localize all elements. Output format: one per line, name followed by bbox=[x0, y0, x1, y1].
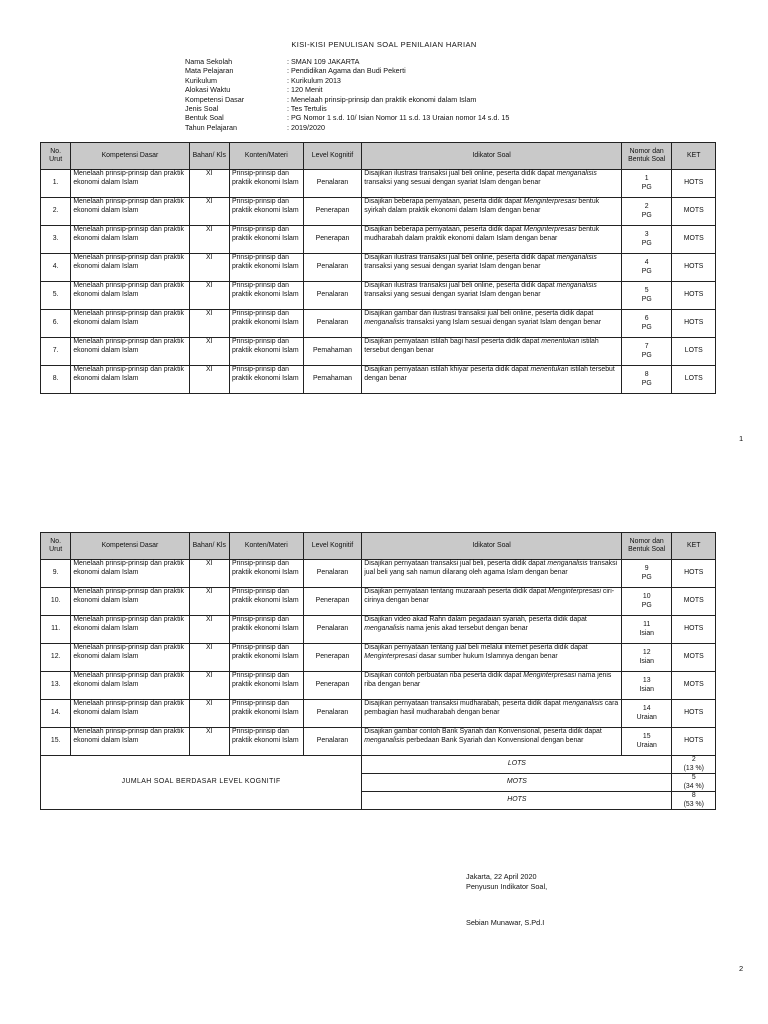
cell-class: XI bbox=[189, 198, 229, 226]
cell-no: 12. bbox=[41, 644, 71, 672]
summary-count: 2 (13 %) bbox=[672, 756, 716, 774]
cell-number: 5 PG bbox=[621, 282, 672, 310]
cell-level: Penerapan bbox=[303, 198, 362, 226]
cell-content: Prinsip-prinsip dan praktik ekonomi Islam bbox=[229, 338, 303, 366]
cell-no: 9. bbox=[41, 560, 71, 588]
grid-table-page-2 bbox=[40, 532, 716, 810]
signature-block bbox=[466, 872, 547, 928]
cell-no: 6. bbox=[41, 310, 71, 338]
table-row bbox=[41, 226, 716, 254]
col-header-indicator: Idikator Soal bbox=[362, 533, 622, 560]
cell-level: Penalaran bbox=[303, 700, 362, 728]
table-row bbox=[41, 616, 716, 644]
cell-indicator: Disajikan beberapa pernyataan, peserta didik dapat Menginterpresasi bentuk mudharabah dalam praktik ekonomi dalam Islam dengan benar bbox=[362, 226, 622, 254]
cell-number: 8 PG bbox=[621, 366, 672, 394]
cell-indicator: Disajikan pernyataan transaksi mudharabah, peserta didik dapat menganalisis cara pembagian hasil mudharabah dengan benar bbox=[362, 700, 622, 728]
col-header-competency: Kompetensi Dasar bbox=[71, 143, 189, 170]
info-row-competency: Kompetensi Dasar : Menelaah prinsip-prinsip dan praktik ekonomi dalam Islam bbox=[185, 94, 477, 104]
col-header-competency: Kompetensi Dasar bbox=[71, 533, 189, 560]
cell-indicator: Disajikan gambar dan ilustrasi transaksi jual beli online, peserta didik dapat menganalisis transaksi yang Islam sesuai dengan syariat Islam dengan benar bbox=[362, 310, 622, 338]
cell-content: Prinsip-prinsip dan praktik ekonomi Islam bbox=[229, 254, 303, 282]
table-row bbox=[41, 198, 716, 226]
col-header-level: Level Kognitif bbox=[303, 143, 362, 170]
cell-ket: HOTS bbox=[672, 254, 716, 282]
page-number: 2 bbox=[739, 964, 744, 973]
cell-content: Prinsip-prinsip dan praktik ekonomi Islam bbox=[229, 226, 303, 254]
signature-role: Penyusun Indikator Soal, bbox=[466, 882, 548, 891]
page-number: 1 bbox=[739, 434, 744, 443]
signature-place-date: Jakarta, 22 April 2020 bbox=[466, 872, 537, 881]
info-row-time: Alokasi Waktu : 120 Menit bbox=[185, 85, 323, 95]
table-row bbox=[41, 254, 716, 282]
table-row bbox=[41, 338, 716, 366]
cell-indicator: Disajikan video akad Rahn dalam pegadaian syariah, peserta didik dapat menganalisis nama jenis akad tersebut dengan benar bbox=[362, 616, 622, 644]
cell-number: 10 PG bbox=[621, 588, 672, 616]
cell-content: Prinsip-prinsip dan praktik ekonomi Islam bbox=[229, 560, 303, 588]
cell-number: 3 PG bbox=[621, 226, 672, 254]
info-row-school: Nama Sekolah : SMAN 109 JAKARTA bbox=[185, 57, 360, 66]
cell-class: XI bbox=[189, 644, 229, 672]
cell-class: XI bbox=[189, 672, 229, 700]
table-row bbox=[41, 170, 716, 198]
cell-indicator: Disajikan pernyataan istilah bagi hasil peserta didik dapat menentukan istilah tersebut dengan benar bbox=[362, 338, 622, 366]
info-row-subject: Mata Pelajaran : Pendidikan Agama dan Budi Pekerti bbox=[185, 66, 406, 76]
cell-number: 15 Uraian bbox=[621, 728, 672, 756]
cell-competency: Menelaah prinsip-prinsip dan praktik ekonomi dalam Islam bbox=[71, 310, 189, 338]
summary-level: MOTS bbox=[362, 774, 672, 792]
cell-competency: Menelaah prinsip-prinsip dan praktik ekonomi dalam Islam bbox=[71, 560, 189, 588]
cell-content: Prinsip-prinsip dan praktik ekonomi Islam bbox=[229, 644, 303, 672]
cell-no: 13. bbox=[41, 672, 71, 700]
cell-number: 13 Isian bbox=[621, 672, 672, 700]
cell-level: Penalaran bbox=[303, 560, 362, 588]
cell-indicator: Disajikan pernyataan tentang jual beli melalui internet peserta didik dapat Menginterpresasi dasar sumber hukum Islamnya dengan benar bbox=[362, 644, 622, 672]
cell-competency: Menelaah prinsip-prinsip dan praktik ekonomi dalam Islam bbox=[71, 700, 189, 728]
col-header-number: Nomor dan Bentuk Soal bbox=[621, 143, 672, 170]
cell-class: XI bbox=[189, 728, 229, 756]
cell-content: Prinsip-prinsip dan praktik ekonomi Islam bbox=[229, 588, 303, 616]
info-row-curriculum: Kurikulum : Kurikulum 2013 bbox=[185, 75, 341, 85]
cell-level: Penerapan bbox=[303, 672, 362, 700]
cell-no: 14. bbox=[41, 700, 71, 728]
cell-class: XI bbox=[189, 254, 229, 282]
cell-ket: HOTS bbox=[672, 560, 716, 588]
col-header-level: Level Kognitif bbox=[303, 533, 362, 560]
cell-competency: Menelaah prinsip-prinsip dan praktik ekonomi dalam Islam bbox=[71, 672, 189, 700]
summary-row-lots bbox=[41, 756, 716, 774]
cell-no: 15. bbox=[41, 728, 71, 756]
cell-competency: Menelaah prinsip-prinsip dan praktik ekonomi dalam Islam bbox=[71, 170, 189, 198]
cell-no: 4. bbox=[41, 254, 71, 282]
cell-class: XI bbox=[189, 588, 229, 616]
info-row-year: Tahun Pelajaran : 2019/2020 bbox=[185, 122, 325, 132]
col-header-content: Konten/Materi bbox=[229, 533, 303, 560]
cell-indicator: Disajikan pernyataan tentang muzaraah peserta didik dapat Menginterpresasi ciri-cirinya dengan benar bbox=[362, 588, 622, 616]
document-title: KISI-KISI PENULISAN SOAL PENILAIAN HARIAN bbox=[291, 40, 477, 49]
cell-content: Prinsip-prinsip dan praktik ekonomi Islam bbox=[229, 310, 303, 338]
cell-competency: Menelaah prinsip-prinsip dan praktik ekonomi dalam Islam bbox=[71, 198, 189, 226]
info-row-test-type: Jenis Soal : Tes Tertulis bbox=[185, 104, 327, 114]
cell-level: Penalaran bbox=[303, 170, 362, 198]
cell-competency: Menelaah prinsip-prinsip dan praktik ekonomi dalam Islam bbox=[71, 254, 189, 282]
cell-no: 5. bbox=[41, 282, 71, 310]
cell-indicator: Disajikan pernyataan istilah khiyar peserta didik dapat menentukan istilah tersebut dengan benar bbox=[362, 366, 622, 394]
table-row bbox=[41, 672, 716, 700]
cell-competency: Menelaah prinsip-prinsip dan praktik ekonomi dalam Islam bbox=[71, 226, 189, 254]
cell-level: Penalaran bbox=[303, 728, 362, 756]
col-header-ket: KET bbox=[672, 533, 716, 560]
signature-name: Sebian Munawar, S.Pd.I bbox=[466, 918, 545, 927]
cell-competency: Menelaah prinsip-prinsip dan praktik ekonomi dalam Islam bbox=[71, 338, 189, 366]
table-row bbox=[41, 310, 716, 338]
col-header-indicator: Idikator Soal bbox=[362, 143, 622, 170]
table-header-row bbox=[41, 533, 716, 560]
cell-no: 1. bbox=[41, 170, 71, 198]
cell-number: 7 PG bbox=[621, 338, 672, 366]
cell-competency: Menelaah prinsip-prinsip dan praktik ekonomi dalam Islam bbox=[71, 366, 189, 394]
summary-count: 5 (34 %) bbox=[672, 774, 716, 792]
cell-ket: MOTS bbox=[672, 644, 716, 672]
cell-content: Prinsip-prinsip dan praktik ekonomi Islam bbox=[229, 700, 303, 728]
cell-ket: LOTS bbox=[672, 338, 716, 366]
table-row bbox=[41, 366, 716, 394]
cell-no: 7. bbox=[41, 338, 71, 366]
col-header-no: No. Urut bbox=[41, 143, 71, 170]
col-header-no: No. Urut bbox=[41, 533, 71, 560]
summary-count: 8 (53 %) bbox=[672, 792, 716, 810]
cell-level: Pemahaman bbox=[303, 338, 362, 366]
cell-content: Prinsip-prinsip dan praktik ekonomi Islam bbox=[229, 282, 303, 310]
col-header-class: Bahan/ Kls bbox=[189, 143, 229, 170]
cell-class: XI bbox=[189, 170, 229, 198]
cell-class: XI bbox=[189, 338, 229, 366]
col-header-content: Konten/Materi bbox=[229, 143, 303, 170]
cell-ket: MOTS bbox=[672, 672, 716, 700]
cell-number: 11 Isian bbox=[621, 616, 672, 644]
table-header-row bbox=[41, 143, 716, 170]
cell-competency: Menelaah prinsip-prinsip dan praktik ekonomi dalam Islam bbox=[71, 282, 189, 310]
cell-level: Penerapan bbox=[303, 226, 362, 254]
col-header-ket: KET bbox=[672, 143, 716, 170]
cell-ket: HOTS bbox=[672, 310, 716, 338]
cell-content: Prinsip-prinsip dan praktik ekonomi Islam bbox=[229, 366, 303, 394]
summary-level: LOTS bbox=[362, 756, 672, 774]
cell-ket: HOTS bbox=[672, 170, 716, 198]
cell-ket: HOTS bbox=[672, 700, 716, 728]
cell-competency: Menelaah prinsip-prinsip dan praktik ekonomi dalam Islam bbox=[71, 616, 189, 644]
cell-ket: HOTS bbox=[672, 728, 716, 756]
cell-class: XI bbox=[189, 310, 229, 338]
cell-number: 2 PG bbox=[621, 198, 672, 226]
cell-indicator: Disajikan gambar contoh Bank Syariah dan Konvensional, peserta didik dapat menganalisis perbedaan Bank Syariah dan Konvensional dengan benar bbox=[362, 728, 622, 756]
cell-level: Penalaran bbox=[303, 254, 362, 282]
cell-no: 8. bbox=[41, 366, 71, 394]
cell-ket: MOTS bbox=[672, 226, 716, 254]
table-row bbox=[41, 560, 716, 588]
cell-ket: LOTS bbox=[672, 366, 716, 394]
cell-class: XI bbox=[189, 366, 229, 394]
cell-number: 9 PG bbox=[621, 560, 672, 588]
col-header-number: Nomor dan Bentuk Soal bbox=[621, 533, 672, 560]
table-row bbox=[41, 700, 716, 728]
cell-level: Penerapan bbox=[303, 588, 362, 616]
cell-indicator: Disajikan pernyataan transaksi jual beli, peserta didik dapat menganalisis transaksi jual beli yang sah namun dilarang oleh agama Islam dengan benar bbox=[362, 560, 622, 588]
cell-no: 11. bbox=[41, 616, 71, 644]
cell-class: XI bbox=[189, 560, 229, 588]
cell-content: Prinsip-prinsip dan praktik ekonomi Islam bbox=[229, 728, 303, 756]
cell-indicator: Disajikan beberapa pernyataan, peserta didik dapat Menginterpresasi bentuk syirkah dalam praktik ekonomi dalam Islam dengan benar bbox=[362, 198, 622, 226]
cell-ket: HOTS bbox=[672, 616, 716, 644]
cell-indicator: Disajikan ilustrasi transaksi jual beli online, peserta didik dapat menganalisis transaksi yang sesuai dengan syariat Islam dengan benar bbox=[362, 254, 622, 282]
cell-no: 2. bbox=[41, 198, 71, 226]
cell-competency: Menelaah prinsip-prinsip dan praktik ekonomi dalam Islam bbox=[71, 644, 189, 672]
cell-indicator: Disajikan ilustrasi transaksi jual beli online, peserta didik dapat menganalisis transaksi yang sesuai dengan syariat Islam dengan benar bbox=[362, 282, 622, 310]
cell-number: 12 Isian bbox=[621, 644, 672, 672]
cell-class: XI bbox=[189, 226, 229, 254]
table-row bbox=[41, 728, 716, 756]
cell-content: Prinsip-prinsip dan praktik ekonomi Islam bbox=[229, 672, 303, 700]
cell-level: Penalaran bbox=[303, 282, 362, 310]
cell-no: 3. bbox=[41, 226, 71, 254]
table-row bbox=[41, 282, 716, 310]
cell-content: Prinsip-prinsip dan praktik ekonomi Islam bbox=[229, 198, 303, 226]
cell-competency: Menelaah prinsip-prinsip dan praktik ekonomi dalam Islam bbox=[71, 728, 189, 756]
school-info bbox=[185, 57, 509, 132]
cell-number: 4 PG bbox=[621, 254, 672, 282]
cell-no: 10. bbox=[41, 588, 71, 616]
grid-table-page-1 bbox=[40, 142, 716, 394]
cell-class: XI bbox=[189, 282, 229, 310]
cell-ket: MOTS bbox=[672, 588, 716, 616]
cell-level: Pemahaman bbox=[303, 366, 362, 394]
cell-class: XI bbox=[189, 700, 229, 728]
cell-indicator: Disajikan ilustrasi transaksi jual beli online, peserta didik dapat menganalisis transaksi yang sesuai dengan syariat Islam dengan benar bbox=[362, 170, 622, 198]
cell-level: Penerapan bbox=[303, 644, 362, 672]
cell-competency: Menelaah prinsip-prinsip dan praktik ekonomi dalam Islam bbox=[71, 588, 189, 616]
cell-ket: HOTS bbox=[672, 282, 716, 310]
cell-ket: MOTS bbox=[672, 198, 716, 226]
summary-label: JUMLAH SOAL BERDASAR LEVEL KOGNITIF bbox=[41, 756, 362, 810]
cell-content: Prinsip-prinsip dan praktik ekonomi Islam bbox=[229, 616, 303, 644]
cell-level: Penalaran bbox=[303, 310, 362, 338]
summary-section bbox=[41, 756, 716, 810]
cell-number: 6 PG bbox=[621, 310, 672, 338]
cell-content: Prinsip-prinsip dan praktik ekonomi Islam bbox=[229, 170, 303, 198]
cell-class: XI bbox=[189, 616, 229, 644]
table-row bbox=[41, 588, 716, 616]
table-row bbox=[41, 644, 716, 672]
info-row-question-form: Bentuk Soal : PG Nomor 1 s.d. 10/ Isian Nomor 11 s.d. 13 Uraian nomor 14 s.d. 15 bbox=[185, 113, 510, 123]
cell-indicator: Disajikan contoh perbuatan riba peserta didik dapat Menginterpresasi nama jenis riba dengan benar bbox=[362, 672, 622, 700]
col-header-class: Bahan/ Kls bbox=[189, 533, 229, 560]
cell-level: Penalaran bbox=[303, 616, 362, 644]
summary-level: HOTS bbox=[362, 792, 672, 810]
cell-number: 14 Uraian bbox=[621, 700, 672, 728]
cell-number: 1 PG bbox=[621, 170, 672, 198]
